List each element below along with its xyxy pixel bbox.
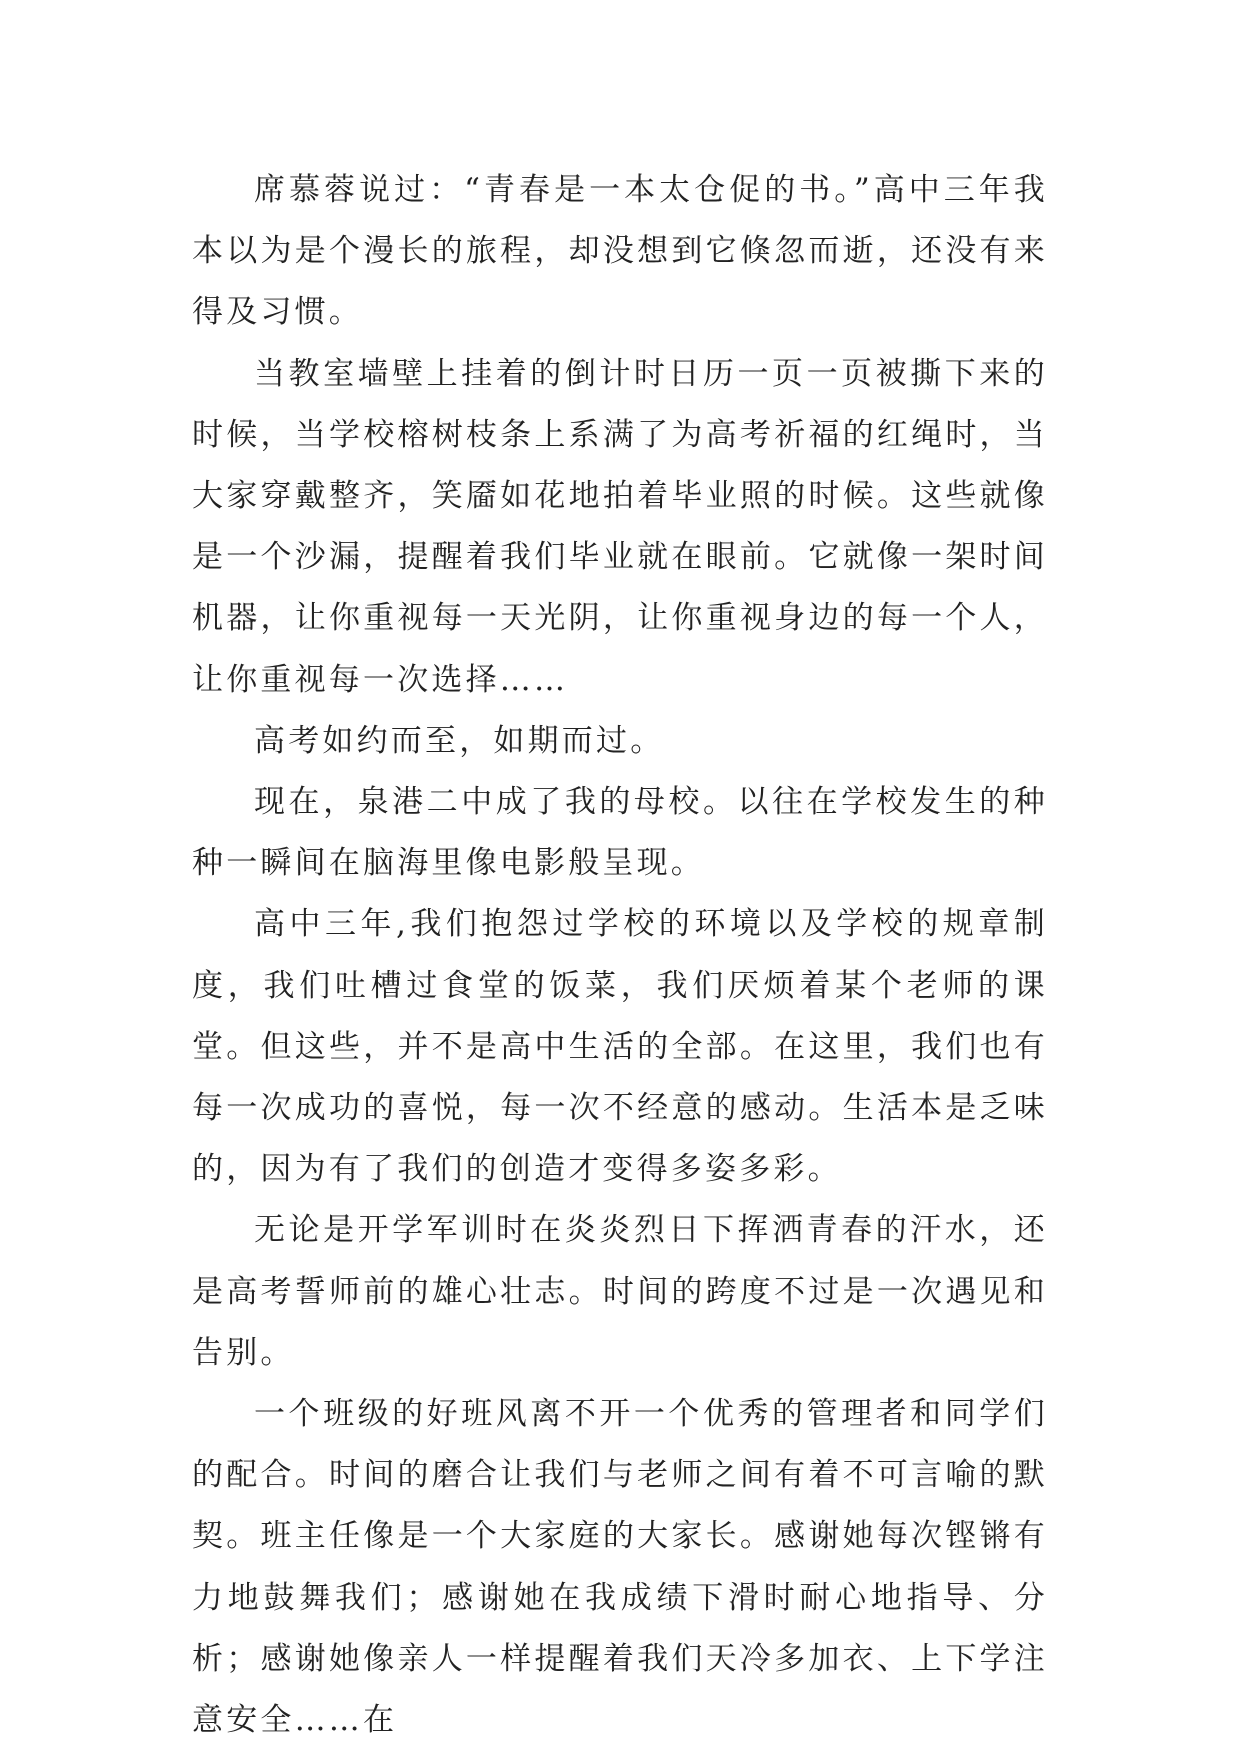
paragraph-6: 无论是开学军训时在炎炎烈日下挥洒青春的汗水，还是高考誓师前的雄心壮志。时间的跨度不过是一次遇见和告别。 bbox=[192, 1212, 1048, 1371]
paragraph-7: 一个班级的好班风离不开一个优秀的管理者和同学们的配合。时间的磨合让我们与老师之间有着不可言喻的默契。班主任像是一个大家庭的大家长。感谢她每次铿锵有力地鼓舞我们；感谢她在我成绩下滑时耐心地指导、分析；感谢她像亲人一样提醒着我们天冷多加衣、上下学注意安全……在 bbox=[192, 1396, 1048, 1739]
paragraph-3: 高考如约而至，如期而过。 bbox=[254, 722, 665, 759]
paragraph-4: 现在，泉港二中成了我的母校。以往在学校发生的种种一瞬间在脑海里像电影般呈现。 bbox=[192, 784, 1048, 882]
paragraph-5: 高中三年,我们抱怨过学校的环境以及学校的规章制度，我们吐槽过食堂的饭菜，我们厌烦着某个老师的课堂。但这些，并不是高中生活的全部。在这里，我们也有每一次成功的喜悦，每一次不经意的感动。生活本是乏味的，因为有了我们的创造才变得多姿多彩。 bbox=[192, 906, 1048, 1188]
paragraph-2: 当教室墙壁上挂着的倒计时日历一页一页被撕下来的时候，当学校榕树枝条上系满了为高考祈福的红绳时，当大家穿戴整齐，笑靥如花地拍着毕业照的时候。这些就像是一个沙漏，提醒着我们毕业就在眼前。它就像一架时间机器，让你重视每一天光阴，让你重视身边的每一个人，让你重视每一次选择…… bbox=[192, 355, 1048, 698]
paragraph-1: 席慕蓉说过：“青春是一本太仓促的书。”高中三年我本以为是个漫长的旅程，却没想到它倏忽而逝，还没有来得及习惯。 bbox=[192, 172, 1048, 331]
essay-body bbox=[192, 160, 1048, 1751]
